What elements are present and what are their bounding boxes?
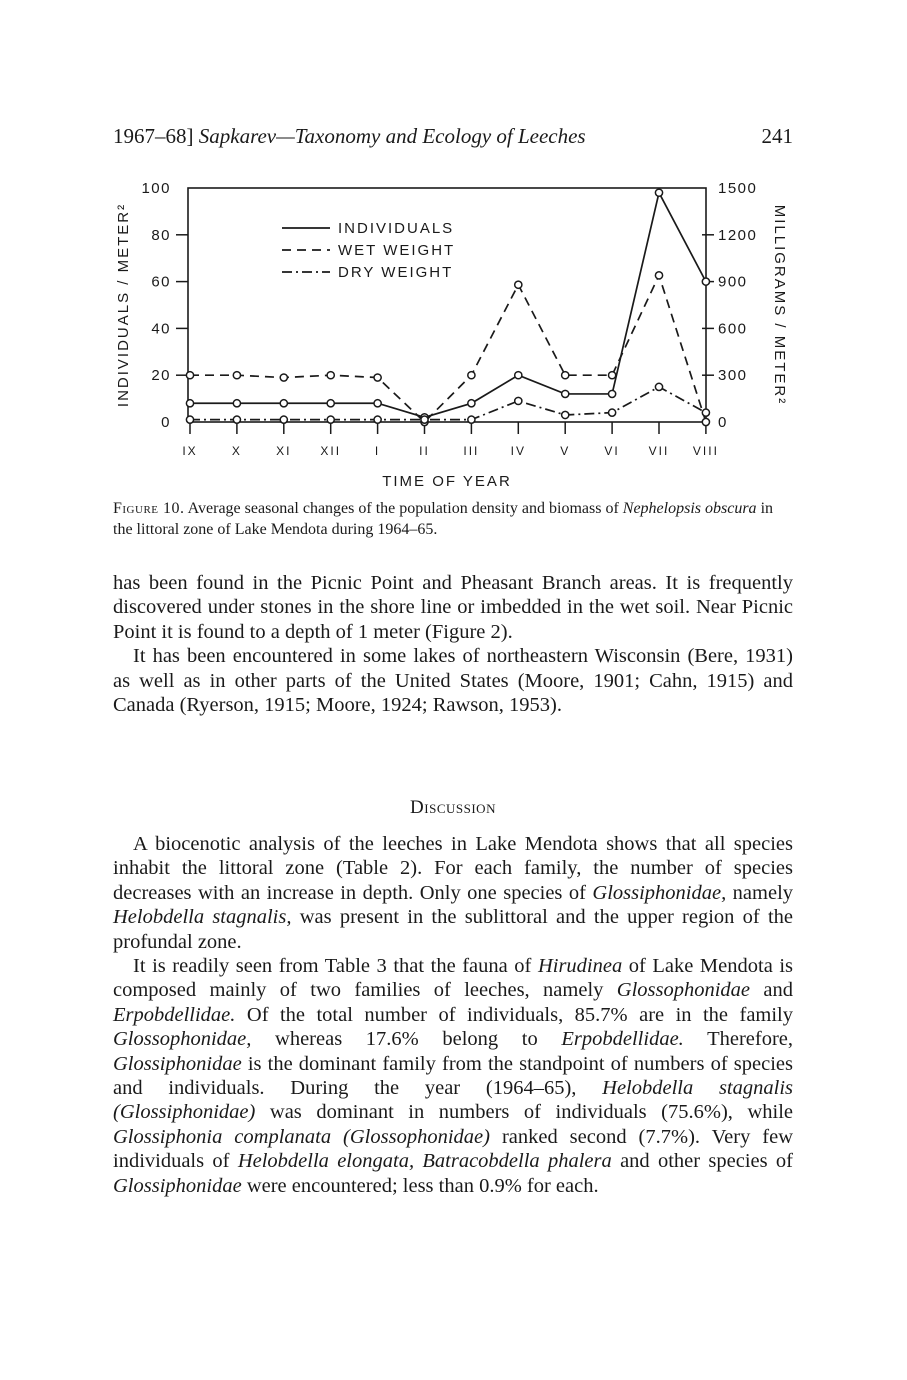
x-tick-label: VII	[648, 444, 670, 458]
section-heading: Discussion	[410, 797, 496, 818]
body-column-bottom	[113, 832, 793, 1198]
x-tick-label: IV	[510, 444, 526, 458]
x-tick-label: VIII	[692, 444, 719, 458]
p4-text-9: ranked second (7.7%). Very few individuals of	[113, 1125, 794, 1173]
data-point	[186, 416, 193, 423]
data-point	[280, 400, 287, 407]
data-point	[327, 372, 334, 379]
p4-text-4: Of the total number of individuals, 85.7% are in the family	[246, 1003, 793, 1026]
p4-italic-1: Hirudinea	[537, 955, 623, 978]
data-point	[327, 400, 334, 407]
body-column-top	[113, 571, 793, 717]
p3-text-3: was present in the sublittoral and the upper region of the profundal zone.	[113, 906, 793, 953]
right-tick-label: 900	[718, 273, 748, 291]
p3-italic-2: Helobdella stagnalis,	[113, 906, 292, 929]
data-point	[233, 416, 240, 423]
data-point	[468, 372, 475, 379]
p4-text-1: It is readily seen from Table 3 that the fauna of	[133, 955, 532, 978]
right-tick-label: 600	[718, 320, 748, 338]
left-axis-title: INDIVIDUALS / METER²	[115, 202, 132, 408]
p4-italic-6: Glossiphonidae	[113, 1052, 242, 1075]
x-tick-label: X	[231, 444, 242, 458]
data-point	[655, 189, 662, 196]
right-axis-title: MILLIGRAMS / METER²	[771, 204, 788, 406]
paragraph-3	[113, 832, 793, 954]
x-tick-label: XII	[320, 444, 342, 458]
p4-italic-10: Glossiphonidae	[113, 1174, 242, 1197]
p4-italic-3: Erpobdellidae.	[113, 1003, 236, 1026]
data-point	[280, 374, 287, 381]
data-point	[421, 416, 428, 423]
running-title: Sapkarev—Taxonomy and Ecology of Leeches	[198, 124, 586, 148]
p4-text-10: and other species of	[620, 1150, 794, 1173]
figure-label: Figure 10.	[113, 500, 185, 517]
right-tick-label: 1500	[718, 180, 758, 197]
x-tick-label: XI	[276, 444, 292, 458]
left-tick-label: 100	[141, 180, 171, 197]
p4-text-3: and	[763, 979, 793, 1002]
data-point	[186, 372, 193, 379]
p4-italic-8: Glossiphonia complanata (Glossophonidae)	[113, 1125, 490, 1148]
p3-text-1: A biocenotic analysis of the leeches in Lake Mendota shows that all species inhabit the littoral zone (Table 2). For each family, the number of species decreases with an increase in depth. Only one species of	[113, 833, 793, 904]
p4-text-11: were encountered; less than 0.9% for each.	[246, 1174, 599, 1197]
left-tick-label: 20	[151, 367, 171, 385]
x-tick-label: II	[419, 444, 430, 458]
data-point	[515, 281, 522, 288]
p3-text-2: namely	[732, 881, 794, 904]
x-axis-title: TIME OF YEAR	[382, 473, 512, 490]
paragraph-2: It has been encountered in some lakes of northeastern Wisconsin (Bere, 1931) as well as in other parts of the United States (Moore, 1901; Cahn, 1915) and Canada (Ryerson, 1915; Moore, 1924; Rawson, 1953).	[113, 645, 793, 717]
caption-text: Average seasonal changes of the population density and biomass of	[187, 500, 619, 517]
x-tick-label: V	[560, 444, 571, 458]
paragraph-4	[113, 954, 793, 1198]
data-point	[515, 372, 522, 379]
x-tick-label: IX	[182, 444, 198, 458]
p4-italic-5: Erpobdellidae.	[561, 1028, 684, 1051]
caption-end: in the littoral zone of Lake Mendota during 1964–65.	[113, 500, 774, 538]
p3-italic-1: Glossiphonidae,	[592, 881, 727, 904]
data-point	[609, 409, 616, 416]
x-tick-label: VI	[604, 444, 620, 458]
data-point	[515, 397, 522, 404]
data-point	[702, 418, 709, 425]
p4-text-7: is the dominant family from the standpoint of numbers of species and individuals. During the year (1964–65),	[113, 1052, 793, 1100]
data-point	[702, 409, 709, 416]
data-point	[609, 390, 616, 397]
data-point	[280, 416, 287, 423]
data-point	[186, 400, 193, 407]
paragraph-1: has been found in the Picnic Point and Pheasant Branch areas. It is frequently discovered under stones in the shore line or imbedded in the wet soil. Near Picnic Point it is found to a depth of 1 meter (Figure 2).	[113, 572, 793, 643]
data-point	[374, 400, 381, 407]
data-point	[609, 372, 616, 379]
p4-text-2: of Lake Mendota is composed mainly of two families of leeches, namely	[113, 955, 794, 1002]
p4-text-5: whereas 17.6% belong to	[275, 1028, 538, 1051]
figure-caption	[113, 498, 793, 540]
p4-italic-2: Glossophonidae	[616, 979, 751, 1002]
p4-italic-4: Glossophonidae,	[113, 1028, 252, 1051]
data-point	[562, 372, 569, 379]
p4-text-8: was dominant in numbers of individuals (75.6%), while	[269, 1101, 794, 1124]
series-line-wet-weight	[190, 275, 706, 422]
x-tick-label: I	[374, 444, 381, 458]
right-tick-label: 1200	[718, 226, 758, 244]
data-point	[233, 372, 240, 379]
data-point	[374, 416, 381, 423]
left-tick-label: 40	[151, 320, 171, 338]
data-point	[655, 272, 662, 279]
data-point	[468, 400, 475, 407]
x-tick-label: III	[463, 444, 480, 458]
data-point	[233, 400, 240, 407]
legend-label: INDIVIDUALS	[338, 220, 455, 237]
right-tick-label: 300	[718, 367, 748, 385]
legend-label: DRY WEIGHT	[338, 264, 454, 281]
p4-italic-7: Helobdella stagnalis (Glossiphonidae)	[113, 1077, 793, 1124]
data-point	[562, 411, 569, 418]
data-point	[562, 390, 569, 397]
header-years: 1967–68]	[113, 124, 194, 148]
caption-species: Nephelopsis obscura	[622, 500, 757, 517]
figure-10-chart	[0, 0, 907, 500]
right-tick-label: 0	[718, 414, 728, 431]
data-point	[655, 383, 662, 390]
data-point	[327, 416, 334, 423]
legend-label: WET WEIGHT	[338, 242, 456, 259]
left-tick-label: 80	[151, 226, 171, 244]
data-point	[702, 278, 709, 285]
page-number: 241	[761, 124, 793, 148]
p4-text-6: Therefore,	[707, 1028, 794, 1051]
left-tick-label: 60	[151, 273, 171, 291]
data-point	[468, 416, 475, 423]
data-point	[374, 374, 381, 381]
left-tick-label: 0	[161, 414, 171, 431]
p4-italic-9: Helobdella elongata, Batracobdella phalera	[237, 1150, 612, 1173]
